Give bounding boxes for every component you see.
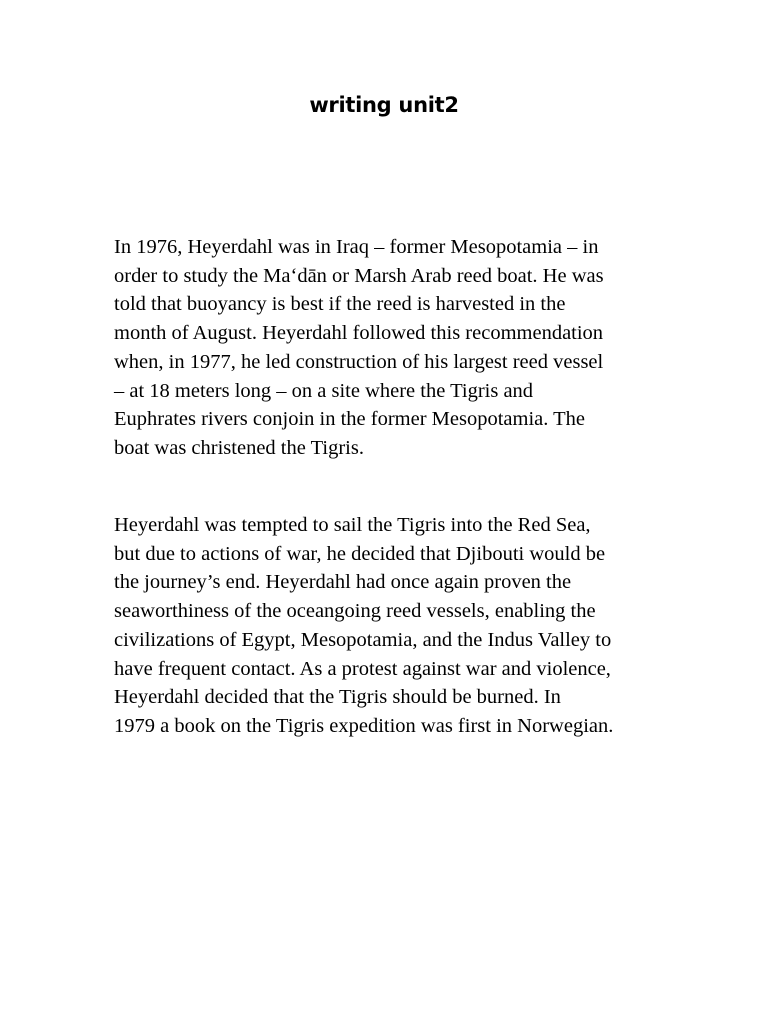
paragraph-line: told that buoyancy is best if the reed is harvested in the	[114, 293, 566, 316]
paragraph-line: Heyerdahl was tempted to sail the Tigris into the Red Sea,	[114, 514, 591, 536]
paragraph-line: month of August. Heyerdahl followed this recommendation	[114, 322, 604, 345]
paragraph-line: have frequent contact. As a protest against war and violence,	[114, 657, 611, 680]
paragraph-line: order to study the Ma‘dān or Marsh Arab reed boat. He was	[114, 264, 604, 287]
paragraph-line: seaworthiness of the oceangoing reed vessels, enabling the	[114, 600, 596, 623]
paragraph-line: Euphrates rivers conjoin in the former Mesopotamia. The	[114, 408, 585, 431]
paragraph-1	[114, 233, 654, 463]
paragraph-line: In 1976, Heyerdahl was in Iraq – former Mesopotamia – in	[114, 236, 599, 258]
paragraph-line: civilizations of Egypt, Mesopotamia, and the Indus Valley to	[114, 628, 612, 651]
paragraph-line: 1979 a book on the Tigris expedition was first in Norwegian.	[114, 714, 614, 737]
paragraph-line: – at 18 meters long – on a site where the Tigris and	[114, 379, 534, 402]
paragraph-line: when, in 1977, he led construction of his largest reed vessel	[114, 350, 604, 373]
paragraph-line: the journey’s end. Heyerdahl had once again proven the	[114, 571, 572, 594]
paragraph-line: boat was christened the Tigris.	[114, 436, 364, 459]
page-title: writing unit2	[309, 93, 459, 117]
paragraph-line: but due to actions of war, he decided that Djibouti would be	[114, 542, 606, 565]
paragraph-2	[114, 511, 654, 741]
paragraph-line: Heyerdahl decided that the Tigris should be burned. In	[114, 686, 561, 709]
